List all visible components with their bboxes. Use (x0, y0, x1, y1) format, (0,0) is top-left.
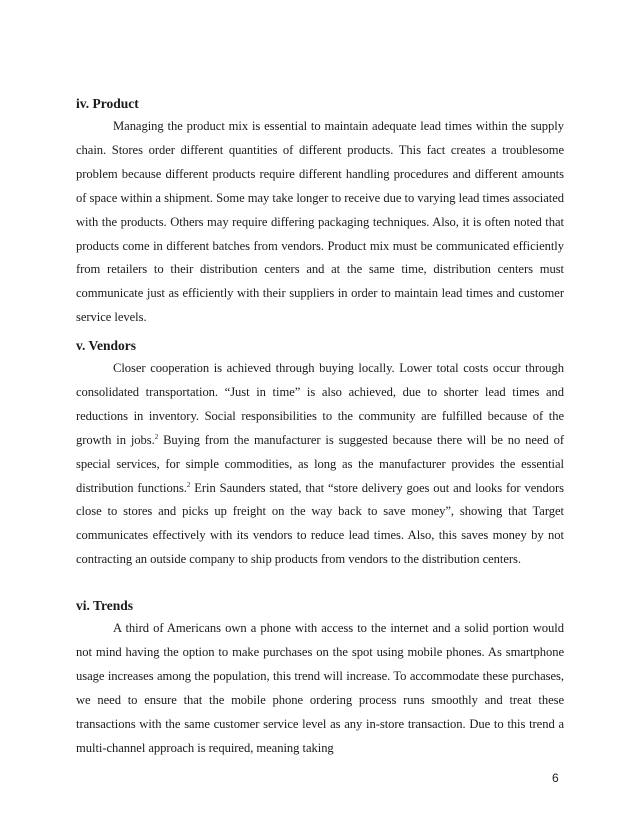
section-vendors (76, 334, 564, 572)
section-heading-trends: vi. Trends (76, 598, 134, 613)
footnote-reference: 2 (154, 432, 159, 441)
section-product (76, 92, 564, 330)
footnote-reference: 2 (186, 480, 191, 489)
vendors-text-part3: Erin Saunders stated, that “store delivery goes out and looks for vendors close to stores and picks up freight on the way back to save money”, showing that Target communicates effectively with its vendors to reduce lead times. Also, this saves money by not contracting an outside company to ship products from vendors to the distribution centers. (76, 480, 564, 567)
section-heading-vendors: v. Vendors (76, 338, 137, 353)
section-heading-product: iv. Product (76, 96, 139, 111)
page-number: 6 (552, 771, 559, 785)
section-trends (76, 594, 564, 760)
section-paragraph-trends: A third of Americans own a phone with access to the internet and a solid portion would not mind having the option to make purchases on the spot using mobile phones. As smartphone usage increases among the population, this trend will increase. To accommodate these purchases, we need to ensure that the mobile phone ordering process runs smoothly and treat these transactions with the same customer service level as any in-store transaction. Due to this trend a multi-channel approach is required, meaning taking (76, 621, 564, 755)
section-paragraph-vendors (76, 357, 564, 572)
vendors-text-part2: Buying from the manufacturer is suggested because there will be no need of special services, for simple commodities, as long as the manufacturer provides the essential distribution functions. (76, 432, 565, 495)
vendors-text-part1: Closer cooperation is achieved through buying locally. Lower total costs occur through consolidated transportation. “Just in time” is also achieved, due to shorter lead times and reductions in inventory. Social responsibilities to the community are fulfilled because of the growth in jobs. (76, 361, 564, 447)
section-paragraph-product: Managing the product mix is essential to maintain adequate lead times within the supply chain. Stores order different quantities of different products. This fact creates a troublesome problem because different products require different handling procedures and different amounts of space within a shipment. Some may take longer to receive due to varying lead times associated with the products. Others may require differing packaging techniques. Also, it is often noted that products come in different batches from vendors. Product mix must be communicated efficiently from retailers to their distribution centers and at the same time, distribution centers must communicate just as efficiently with their suppliers in order to maintain lead times and customer service levels. (76, 119, 564, 325)
